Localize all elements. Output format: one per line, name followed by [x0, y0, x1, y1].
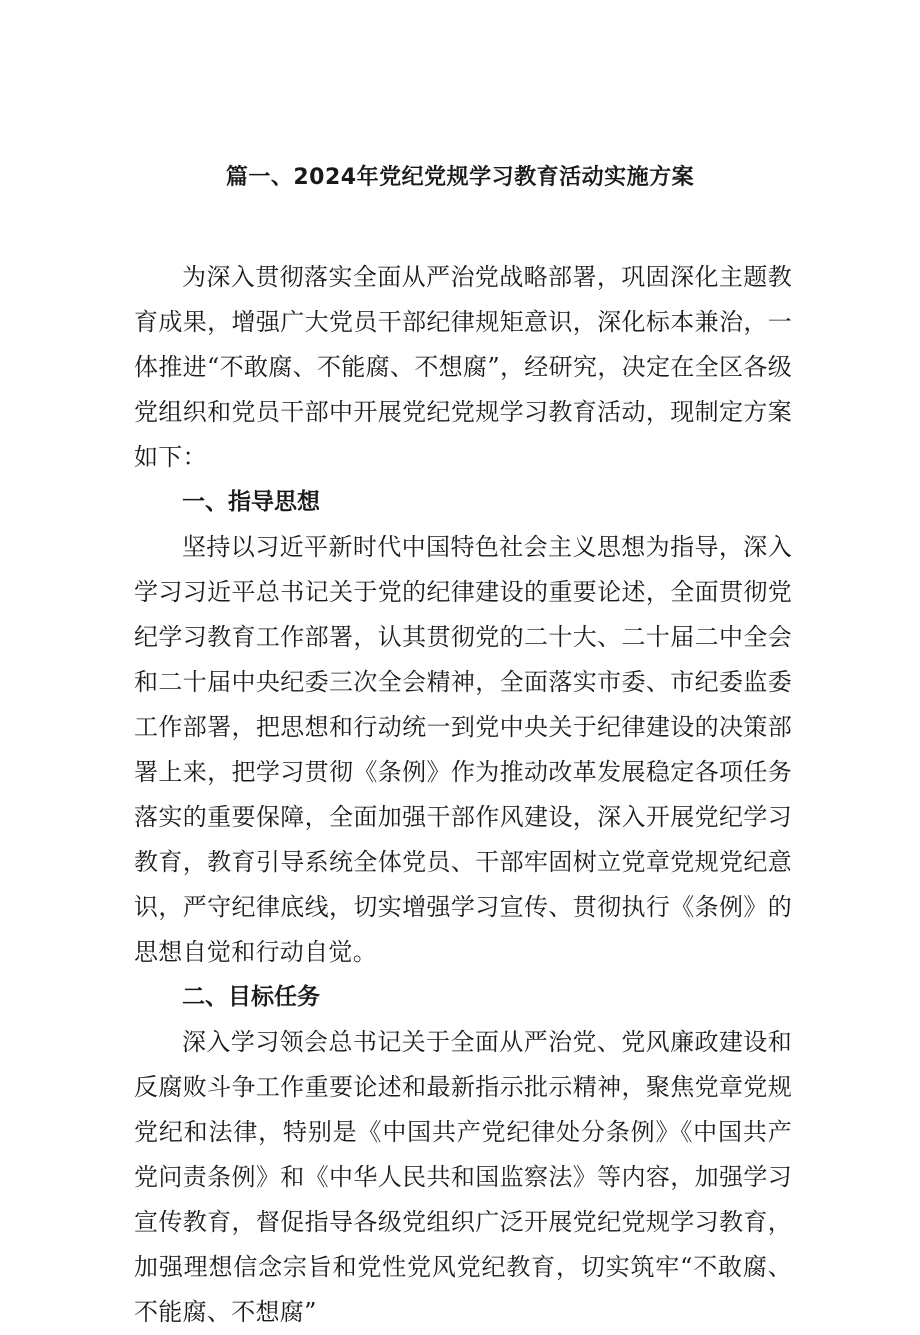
- intro-paragraph: 为深入贯彻落实全面从严治党战略部署，巩固深化主题教育成果，增强广大党员干部纪律规矩意识，深化标本兼治，一体推进“不敢腐、不能腐、不想腐”，经研究，决定在全区各级党组织和党员干部中开展党纪党规学习教育活动，现制定方案如下：: [134, 263, 792, 471]
- section-heading-goals-tasks: 二、目标任务: [182, 984, 320, 1010]
- section-paragraph-guiding-ideology: 坚持以习近平新时代中国特色社会主义思想为指导，深入学习习近平总书记关于党的纪律建设的重要论述，全面贯彻党纪学习教育工作部署，认其贯彻党的二十大、二十届二中全会和二十届中央纪委三次全会精神，全面落实市委、市纪委监委工作部署，把思想和行动统一到党中央关于纪律建设的决策部署上来，把学习贯彻《条例》作为推动改革发展稳定各项任务落实的重要保障，全面加强干部作风建设，深入开展党纪学习教育，教育引导系统全体党员、干部牢固树立党章党规党纪意识，严守纪律底线，切实增强学习宣传、贯彻执行《条例》的思想自觉和行动自觉。: [134, 533, 792, 966]
- section-paragraph-goals-tasks: 深入学习领会总书记关于全面从严治党、党风廉政建设和反腐败斗争工作重要论述和最新指示批示精神，聚焦党章党规党纪和法律，特别是《中国共产党纪律处分条例》《中国共产党问责条例》和《中华人民共和国监察法》等内容，加强学习宣传教育，督促指导各级党组织广泛开展党纪党规学习教育，加强理想信念宗旨和党性党风党纪教育，切实筑牢“不敢腐、不能腐、不想腐”: [134, 1028, 792, 1326]
- section-heading-guiding-ideology: 一、指导思想: [182, 489, 320, 515]
- document-title: 篇一、2024年党纪党规学习教育活动实施方案: [225, 165, 695, 190]
- document-body: [134, 255, 792, 1335]
